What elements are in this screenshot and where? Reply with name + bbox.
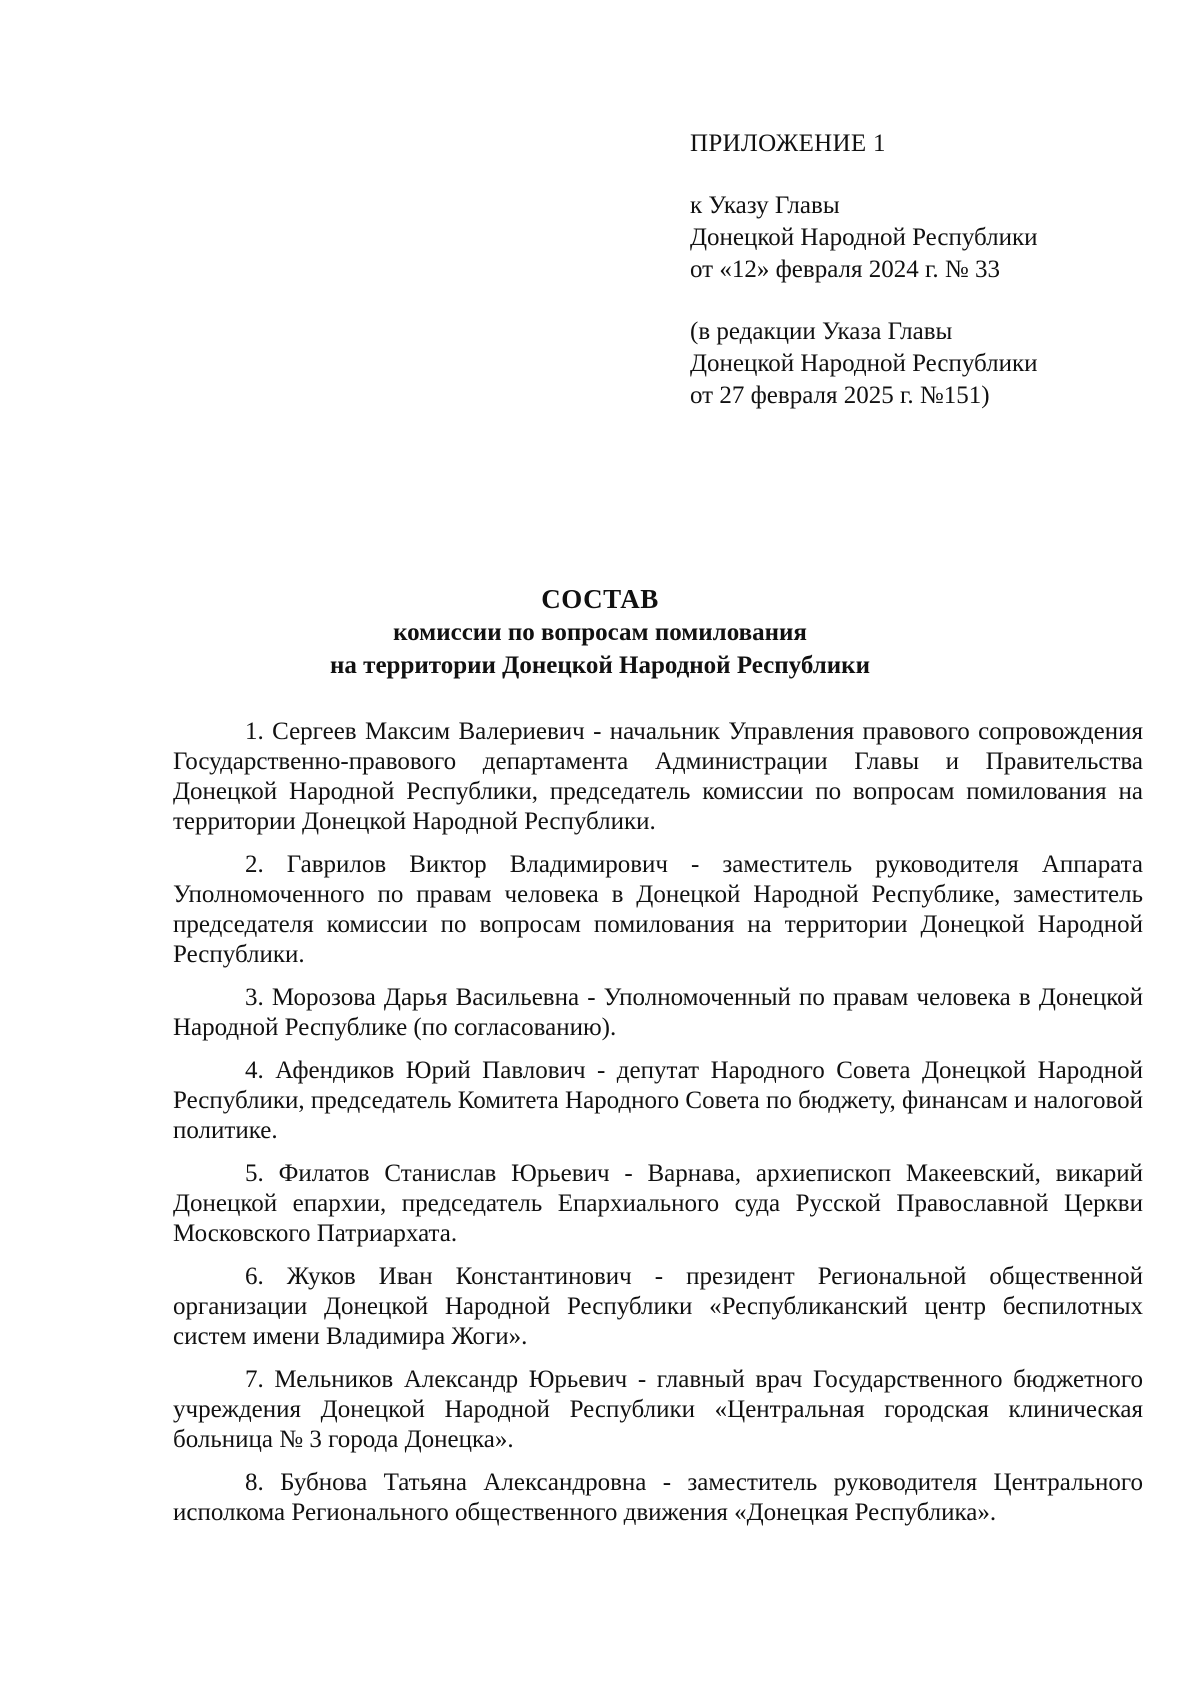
document-title xyxy=(0,582,1200,682)
edition-reference xyxy=(690,316,1130,412)
members-list xyxy=(173,717,1143,1541)
member-item: 3. Морозова Дарья Васильевна - Уполномоченный по правам человека в Донецкой Народной Республике (по согласованию). xyxy=(173,984,1143,1041)
appendix-heading: ПРИЛОЖЕНИЕ 1 xyxy=(690,130,886,157)
member-item: 2. Гаврилов Виктор Владимирович - заместитель руководителя Аппарата Уполномоченного по правам человека в Донецкой Народной Республике, заместитель председателя комиссии по вопросам помилования на территории Донецкой Народной Республики. xyxy=(173,851,1143,968)
title-line-territory: на территории Донецкой Народной Республики xyxy=(330,652,870,679)
decree-line: Донецкой Народной Республики xyxy=(690,224,1038,251)
decree-line: к Указу Главы xyxy=(690,192,840,219)
edition-line: Донецкой Народной Республики xyxy=(690,350,1038,377)
member-item: 5. Филатов Станислав Юрьевич - Варнава, архиепископ Макеевский, викарий Донецкой епархии, председатель Епархиального суда Русской Православной Церкви Московского Патриархата. xyxy=(173,1160,1143,1247)
edition-line: от 27 февраля 2025 г. №151) xyxy=(690,382,990,409)
title-line-composition: СОСТАВ xyxy=(541,584,659,614)
decree-reference xyxy=(690,190,1130,286)
title-line-commission: комиссии по вопросам помилования xyxy=(393,619,807,646)
appendix-block xyxy=(690,128,1130,442)
member-item: 6. Жуков Иван Константинович - президент Региональной общественной организации Донецкой Народной Республики «Республиканский центр беспилотных систем имени Владимира Жоги». xyxy=(173,1263,1143,1350)
member-item: 4. Афендиков Юрий Павлович - депутат Народного Совета Донецкой Народной Республики, председатель Комитета Народного Совета по бюджету, финансам и налоговой политике. xyxy=(173,1057,1143,1144)
member-item: 1. Сергеев Максим Валериевич - начальник Управления правового сопровождения Государственно-правового департамента Администрации Главы и Правительства Донецкой Народной Республики, председатель комиссии по вопросам помилования на территории Донецкой Народной Республики. xyxy=(173,718,1143,835)
member-item: 8. Бубнова Татьяна Александровна - заместитель руководителя Центрального исполкома Регионального общественного движения «Донецкая Республика». xyxy=(173,1469,1143,1526)
member-item: 7. Мельников Александр Юрьевич - главный врач Государственного бюджетного учреждения Донецкой Народной Республики «Центральная городская клиническая больница № 3 города Донецка». xyxy=(173,1366,1143,1453)
decree-line: от «12» февраля 2024 г. № 33 xyxy=(690,256,1001,283)
edition-line: (в редакции Указа Главы xyxy=(690,318,953,345)
